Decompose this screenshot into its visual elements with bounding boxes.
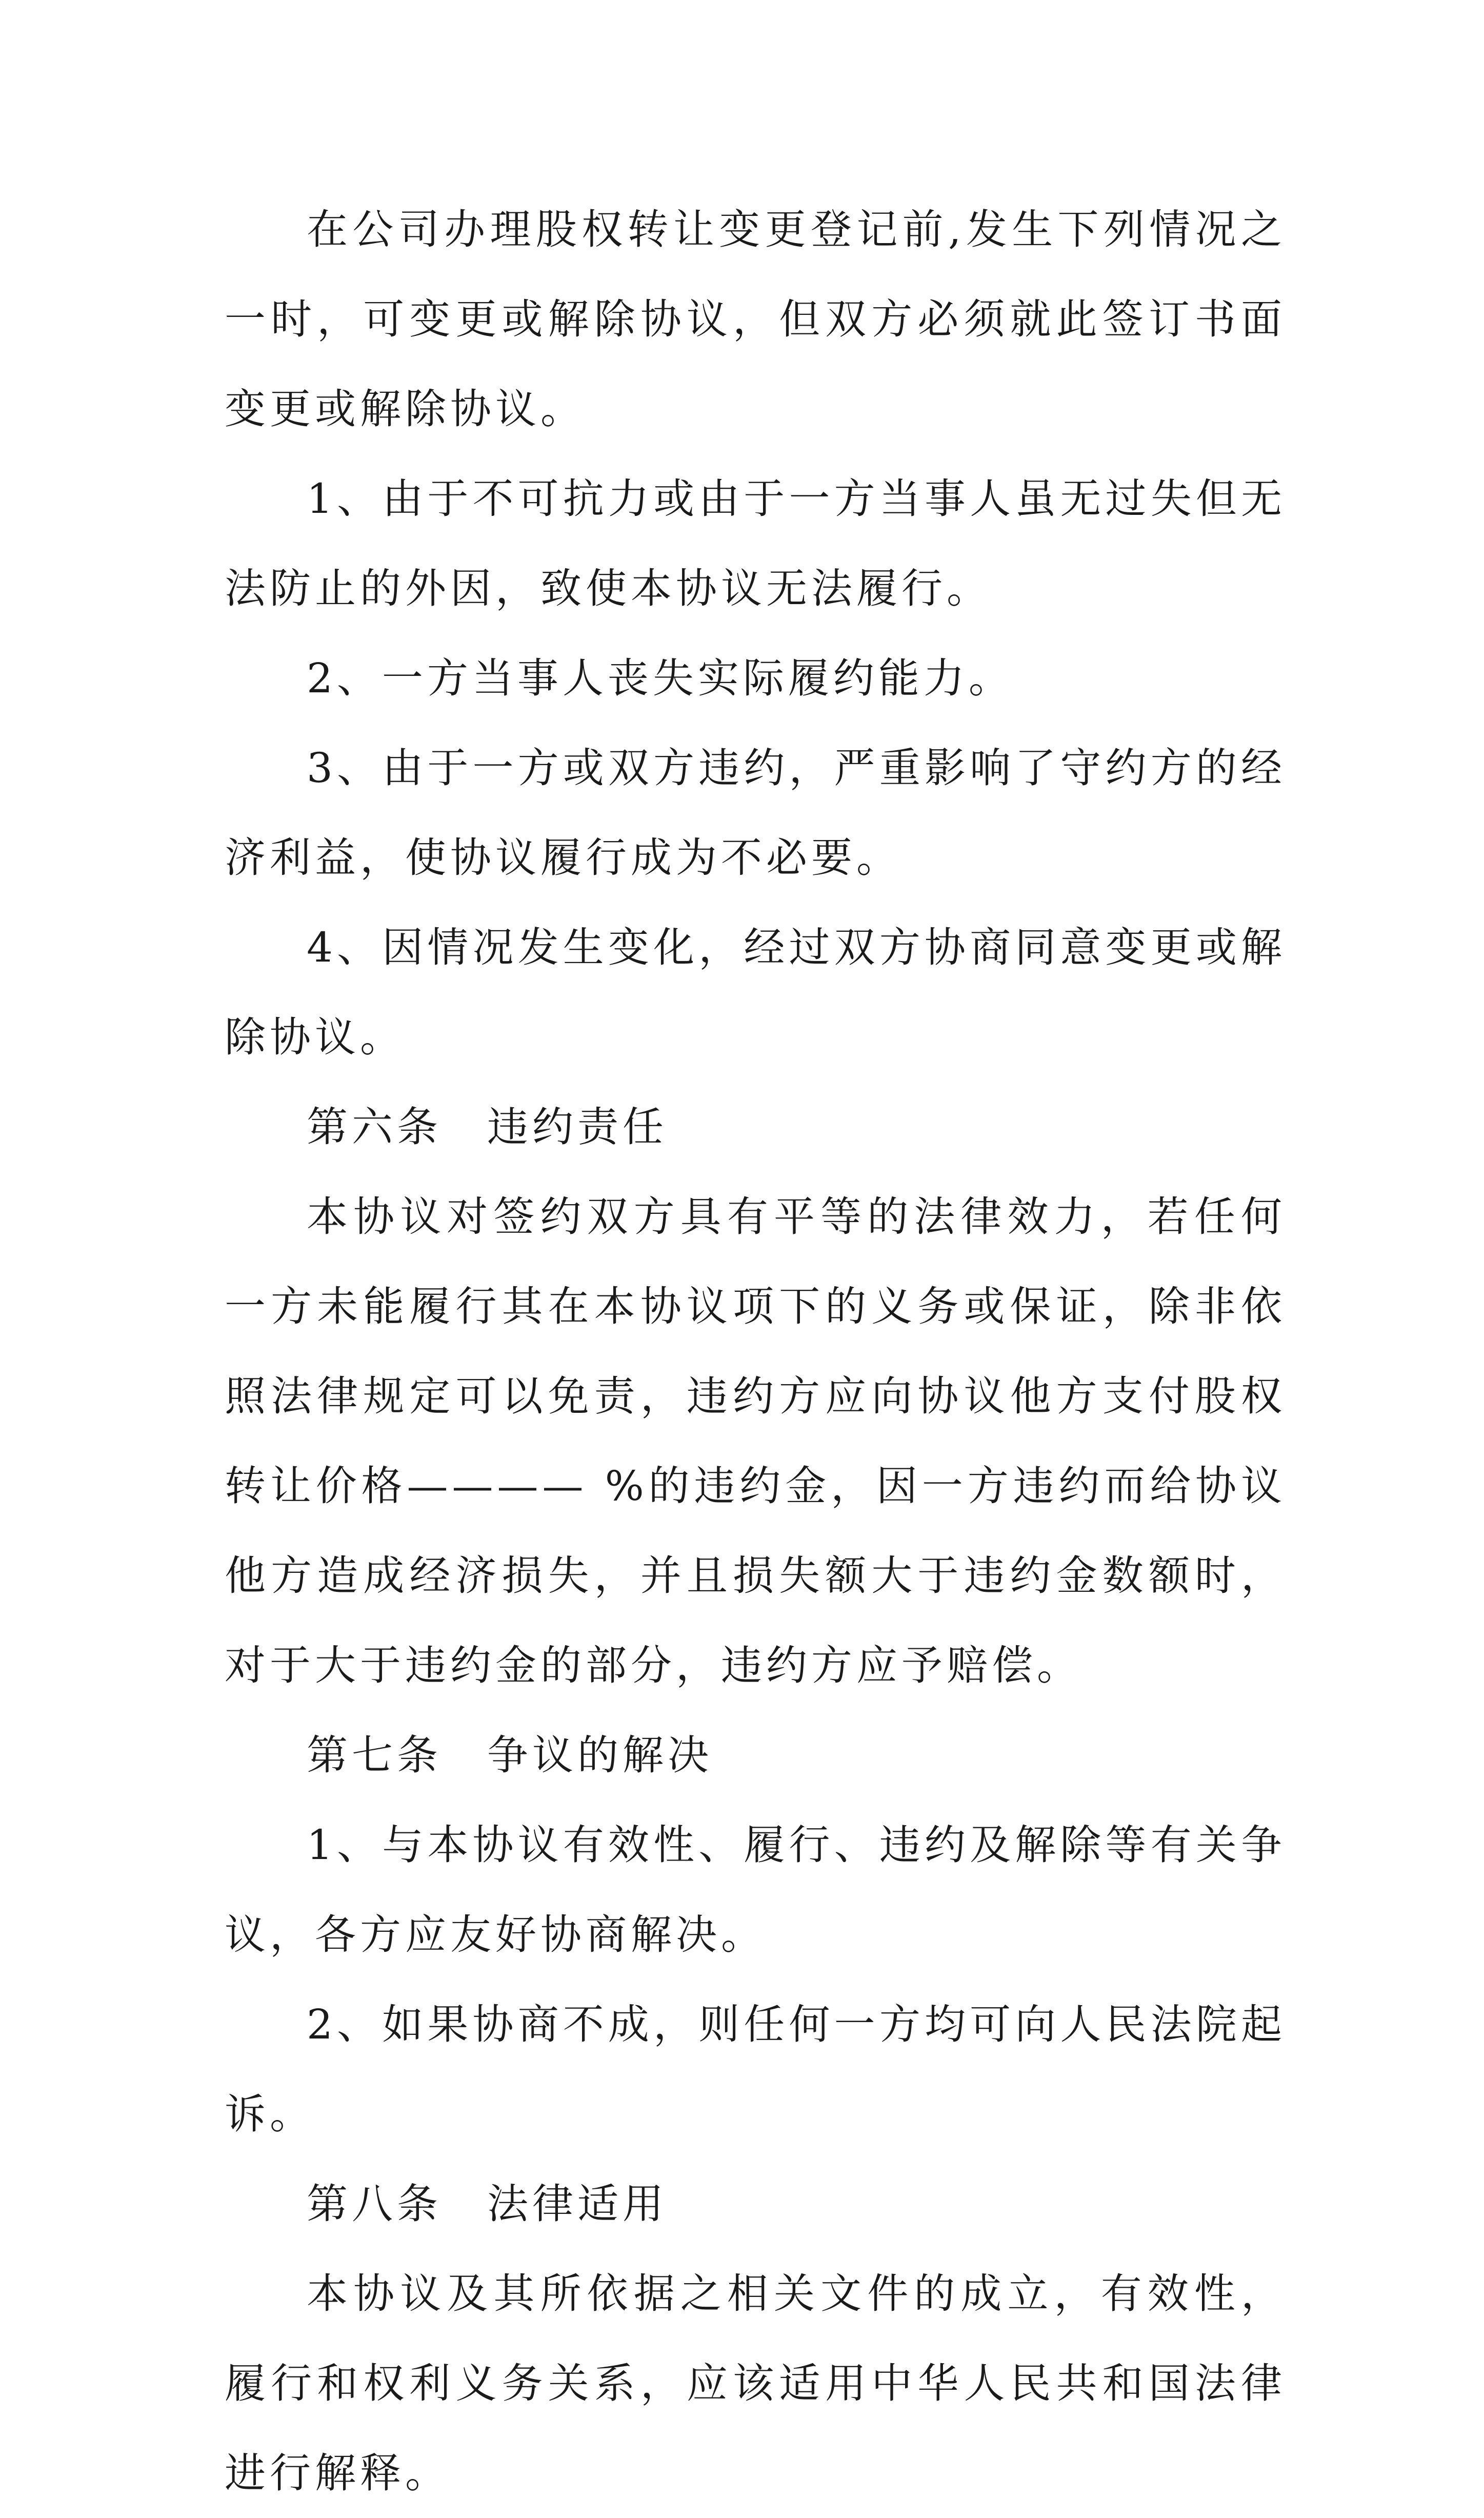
- article-6-heading: 第六条 违约责任: [307, 1103, 668, 1151]
- paragraph-breach-liability: 本协议对签约双方具有平等的法律效力，若任何一方未能履行其在本协议项下的义务或保证，除非依照法律规定可以免责，违约方应向协议他方支付股权转让价格———— %的违约金，因一方违约而给协议他方造成经济损失，并且损失额大于违约金数额时，对于大于违约金的部分，违约方应予赔偿。: [225, 1193, 1286, 1689]
- paragraph-item-4: 4、因情况发生变化，经过双方协商同意变更或解除协议。: [225, 924, 1286, 1061]
- paragraph-item-2: 2、一方当事人丧失实际履约能力。: [307, 654, 1014, 702]
- paragraph-change-or-termination: 在公司办理股权转让变更登记前,发生下列情况之一时，可变更或解除协议，但双方必须就此签订书面变更或解除协议。: [225, 206, 1286, 433]
- document-body: [225, 185, 1286, 2518]
- paragraph-governing-law: 本协议及其所依据之相关文件的成立，有效性，履行和权利义务关系，应该适用中华人民共和国法律进行解释。: [225, 2270, 1286, 2497]
- paragraph-item-3: 3、由于一方或双方违约，严重影响了守约方的经济利益，使协议履行成为不必要。: [225, 744, 1286, 882]
- paragraph-dispute-item-1: 1、与本协议有效性、履行、违约及解除等有关争议，各方应友好协商解决。: [225, 1821, 1286, 1959]
- article-8-heading: 第八条 法律适用: [307, 2180, 668, 2228]
- paragraph-dispute-item-2: 2、如果协商不成，则任何一方均可向人民法院起诉。: [225, 2001, 1286, 2138]
- article-7-heading: 第七条 争议的解决: [307, 1731, 713, 1779]
- paragraph-item-1: 1、由于不可抗力或由于一方当事人虽无过失但无法防止的外因，致使本协议无法履行。: [225, 475, 1286, 612]
